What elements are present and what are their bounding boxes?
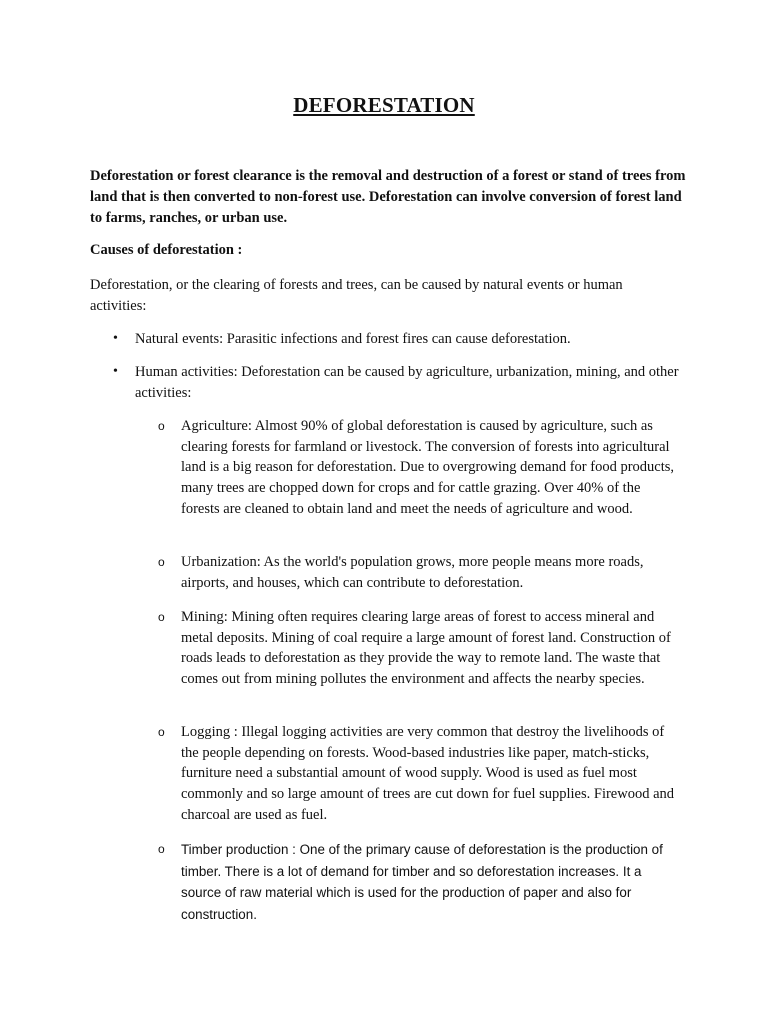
sub-bullet-marker: o <box>158 842 165 856</box>
sub-item-text: Agriculture: Almost 90% of global deforestation is caused by agriculture, such as clearing forests for farmland or livestock. The conversion of forests into agricultural land is a big reason for deforestation. Due to overgrowing demand for food products, many trees are chopped down for crops and for cattle grazing. Over 40% of the forests are cleaned to obtain land and meet the needs of agriculture and wood. <box>181 418 675 517</box>
sub-item-urbanization <box>158 552 681 593</box>
sub-item-text: Mining: Mining often requires clearing large areas of forest to access mineral and metal deposits. Mining of coal require a large amount of forest land. Construction of roads leads to deforestation as they provide the way to remote land. The waste that comes out from mining pollutes the environment and affects the nearby species. <box>181 609 671 688</box>
sub-item-mining <box>158 607 681 690</box>
sub-item-logging <box>158 722 681 826</box>
bullet-item-natural-events <box>113 329 680 350</box>
sub-item-agriculture <box>158 416 681 520</box>
sub-bullet-marker: o <box>158 725 165 739</box>
bullet-marker: • <box>113 364 118 379</box>
bullet-text: Human activities: Deforestation can be caused by agriculture, urbanization, mining, and other activities: <box>135 364 679 401</box>
document-title: DEFORESTATION <box>293 93 475 117</box>
sub-bullet-marker: o <box>158 555 165 569</box>
sub-bullet-marker: o <box>158 610 165 624</box>
bullet-text: Natural events: Parasitic infections and forest fires can cause deforestation. <box>135 331 571 347</box>
bullet-marker: • <box>113 331 118 346</box>
intro-paragraph: Deforestation or forest clearance is the removal and destruction of a forest or stand of trees from land that is then converted to non-forest use. Deforestation can involve conversion of forest land to farms, ranches, or urban use. <box>90 168 686 226</box>
sub-item-timber-production <box>158 839 681 925</box>
sub-bullet-marker: o <box>158 419 165 433</box>
causes-paragraph: Deforestation, or the clearing of forests and trees, can be caused by natural events or human activities: <box>90 277 623 314</box>
bullet-item-human-activities <box>113 362 680 403</box>
sub-item-text: Timber production : One of the primary cause of deforestation is the production of timber. There is a lot of demand for timber and so deforestation increases. It a source of raw material which is used for the production of paper and also for construction. <box>181 842 663 922</box>
sub-item-text: Urbanization: As the world's population grows, more people means more roads, airports, and houses, which can contribute to deforestation. <box>181 554 644 591</box>
causes-heading: Causes of deforestation : <box>90 242 243 258</box>
sub-item-text: Logging : Illegal logging activities are very common that destroy the livelihoods of the people depending on forests. Wood-based industries like paper, match-sticks, furniture need a substantial amount of wood supply. Wood is used as fuel most commonly and so large amount of trees are cut down for fuel supplies. Firewood and charcoal are used as fuel. <box>181 724 675 823</box>
